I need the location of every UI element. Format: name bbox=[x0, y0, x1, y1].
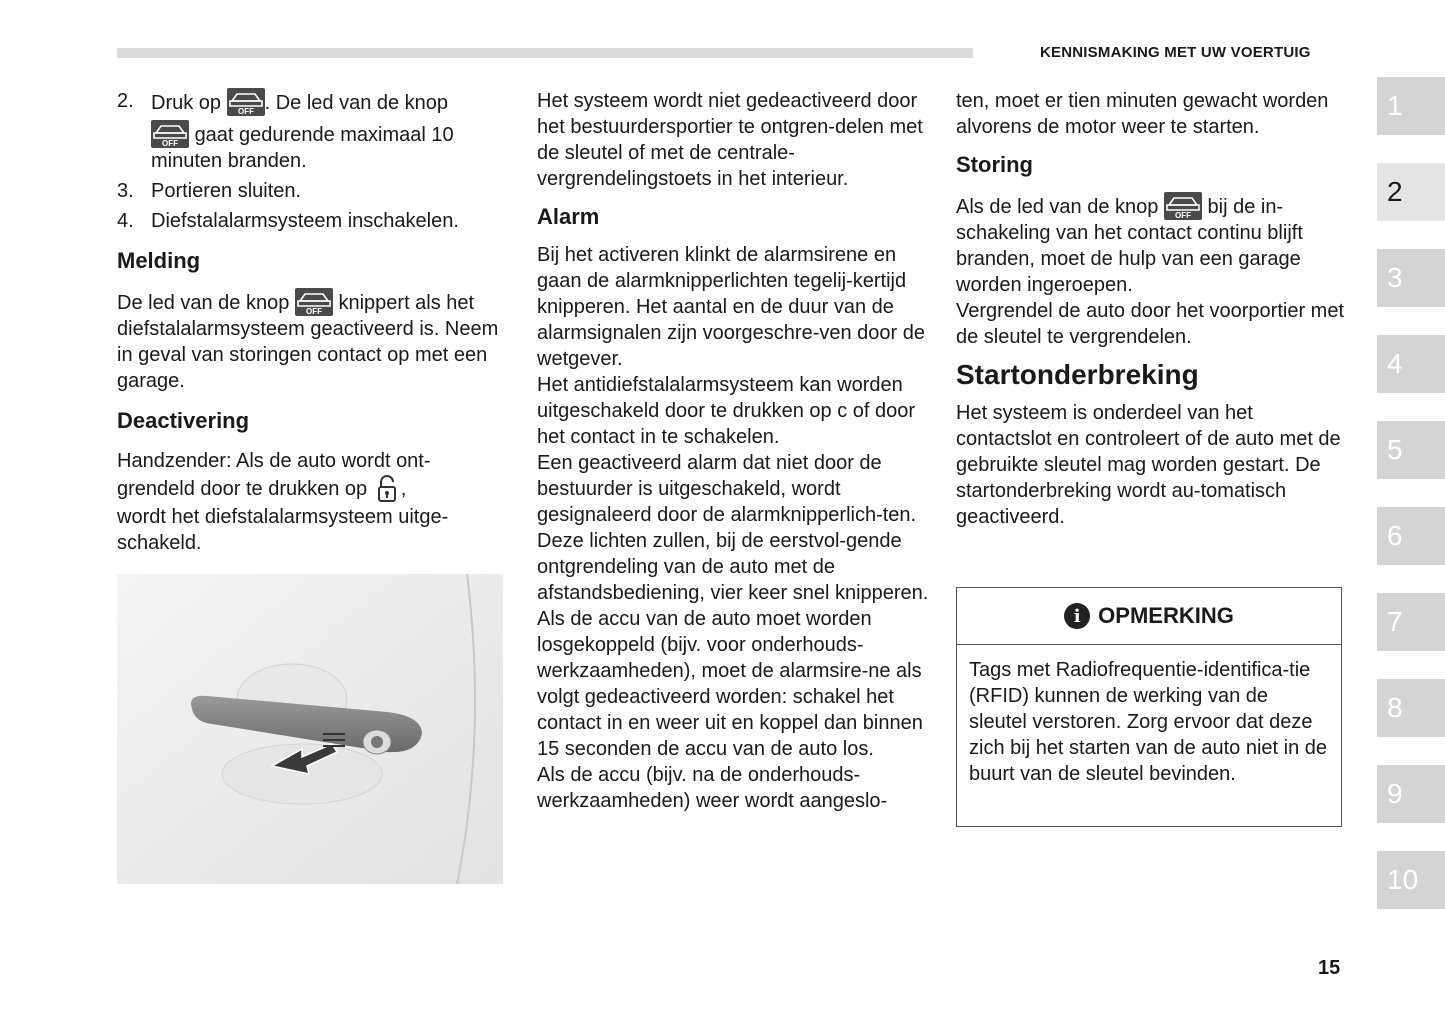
chapter-tab-9[interactable]: 9 bbox=[1377, 765, 1445, 823]
paragraph bbox=[117, 448, 512, 556]
chapter-tab-6[interactable]: 6 bbox=[1377, 507, 1445, 565]
note-box bbox=[956, 587, 1342, 827]
list-item bbox=[117, 88, 512, 174]
section-title: KENNISMAKING MET UW VOERTUIG bbox=[1040, 44, 1311, 61]
svg-text:OFF: OFF bbox=[1174, 211, 1191, 220]
car-alarm-off-icon bbox=[1164, 192, 1202, 220]
chapter-tab-7[interactable]: 7 bbox=[1377, 593, 1445, 651]
paragraph: ten, moet er tien minuten gewacht worden alvorens de motor weer te starten. bbox=[956, 90, 1329, 138]
door-handle-illustration bbox=[117, 574, 503, 884]
info-icon: i bbox=[1064, 603, 1090, 629]
paragraph: Als de accu van de auto moet worden losgekoppeld (bijv. voor onderhouds-werkzaamheden), moet de alarmsire-ne als volgt gedeactiveerd worden: schakel het contact in en weer uit en koppel dan binnen 15 seconden de accu van de auto los. bbox=[537, 608, 923, 760]
car-alarm-off-icon bbox=[227, 88, 265, 116]
column-1 bbox=[117, 88, 512, 556]
heading-deactivering: Deactivering bbox=[117, 408, 250, 433]
car-alarm-off-icon bbox=[295, 288, 333, 316]
paragraph: Het systeem is onderdeel van het contactslot en controleert of de auto met de gebruikte sleutel mag worden gestart. De startonderbreking wordt au-tomatisch geactiveerd. bbox=[956, 402, 1341, 528]
list-number: 3. bbox=[117, 180, 134, 202]
list-number: 2. bbox=[117, 90, 134, 112]
chapter-tab-8[interactable]: 8 bbox=[1377, 679, 1445, 737]
text: Als de led van de knop bbox=[956, 196, 1159, 218]
heading-alarm: Alarm bbox=[537, 204, 600, 229]
car-alarm-off-icon bbox=[151, 120, 189, 148]
chapter-tab-4[interactable]: 4 bbox=[1377, 335, 1445, 393]
chapter-tab-2[interactable]: 2 bbox=[1377, 163, 1445, 221]
paragraph bbox=[117, 288, 512, 394]
paragraph: Bij het activeren klinkt de alarmsirene en gaan de alarmknipperlichten tegelij-kertijd knipperen. Het aantal en de duur van de alarmsignalen zijn voorgeschre-ven door de wetgever. bbox=[537, 244, 925, 370]
note-header bbox=[957, 588, 1341, 645]
heading-startonderbreking: Startonderbreking bbox=[956, 359, 1199, 390]
text: grendeld door te drukken op bbox=[117, 478, 368, 500]
text: bij de in-schakeling van het contact continu blijft branden, moet de hulp van een garage worden ingeroepen. bbox=[956, 196, 1303, 296]
text: De led van de knop bbox=[117, 292, 290, 314]
paragraph: Als de accu (bijv. na de onderhouds-werkzaamheden) weer wordt aangeslo- bbox=[537, 764, 888, 812]
paragraph: Het systeem wordt niet gedeactiveerd door het bestuurdersportier te ontgren-delen met de sleutel of met de centrale-vergrendelingstoets in het interieur. bbox=[537, 90, 923, 190]
list-text: Portieren sluiten. bbox=[151, 180, 302, 202]
svg-text:OFF: OFF bbox=[305, 307, 322, 316]
text: , bbox=[400, 478, 407, 500]
column-2 bbox=[537, 88, 932, 814]
list-text: Diefstalalarmsysteem inschakelen. bbox=[151, 210, 459, 232]
chapter-tab-3[interactable]: 3 bbox=[1377, 249, 1445, 307]
heading-storing: Storing bbox=[956, 152, 1033, 177]
note-heading: OPMERKING bbox=[1098, 603, 1234, 628]
header-rule bbox=[117, 48, 973, 58]
note-body: Tags met Radiofrequentie-identifica-tie (RFID) kunnen de werking van de sleutel verstoren. Zorg ervoor dat deze zich bij het starten van de auto niet in de buurt van de sleutel bevinden. bbox=[969, 659, 1328, 785]
list-text: gaat gedurende maximaal 10 minuten branden. bbox=[151, 124, 454, 172]
chapter-tab-1[interactable]: 1 bbox=[1377, 77, 1445, 135]
svg-text:OFF: OFF bbox=[237, 107, 254, 116]
chapter-tab-5[interactable]: 5 bbox=[1377, 421, 1445, 479]
paragraph bbox=[956, 192, 1346, 298]
text: knippert als het diefstalalarmsysteem geactiveerd is. Neem in geval van storingen contact op met een garage. bbox=[117, 292, 499, 392]
heading-melding: Melding bbox=[117, 248, 201, 273]
paragraph: Vergrendel de auto door het voorportier met de sleutel te vergrendelen. bbox=[956, 300, 1345, 348]
paragraph: Het antidiefstalalarmsysteem kan worden uitgeschakeld door te drukken op c of door het contact in te schakelen. bbox=[537, 374, 916, 448]
chapter-tab-10[interactable]: 10 bbox=[1377, 851, 1445, 909]
page-number: 15 bbox=[1318, 957, 1341, 979]
unlock-icon bbox=[373, 474, 401, 504]
list-item bbox=[117, 208, 512, 234]
paragraph: Een geactiveerd alarm dat niet door de bestuurder is uitgeschakeld, wordt gesignaleerd door de alarmknipperlich-ten. Deze lichten zullen, bij de eerstvol-gende ontgrendeling van de auto met de afstandsbediening, vier keer snel knipperen. bbox=[537, 452, 929, 604]
list-text: . De led van de knop bbox=[264, 92, 449, 114]
column-3 bbox=[956, 88, 1346, 530]
text: Handzender: Als de auto wordt ont- bbox=[117, 450, 431, 472]
svg-text:OFF: OFF bbox=[162, 139, 178, 148]
list-item bbox=[117, 178, 512, 204]
text: wordt het diefstalalarmsysteem uitge-schakeld. bbox=[117, 506, 449, 554]
list-text: Druk op bbox=[151, 92, 222, 114]
list-number: 4. bbox=[117, 210, 134, 232]
